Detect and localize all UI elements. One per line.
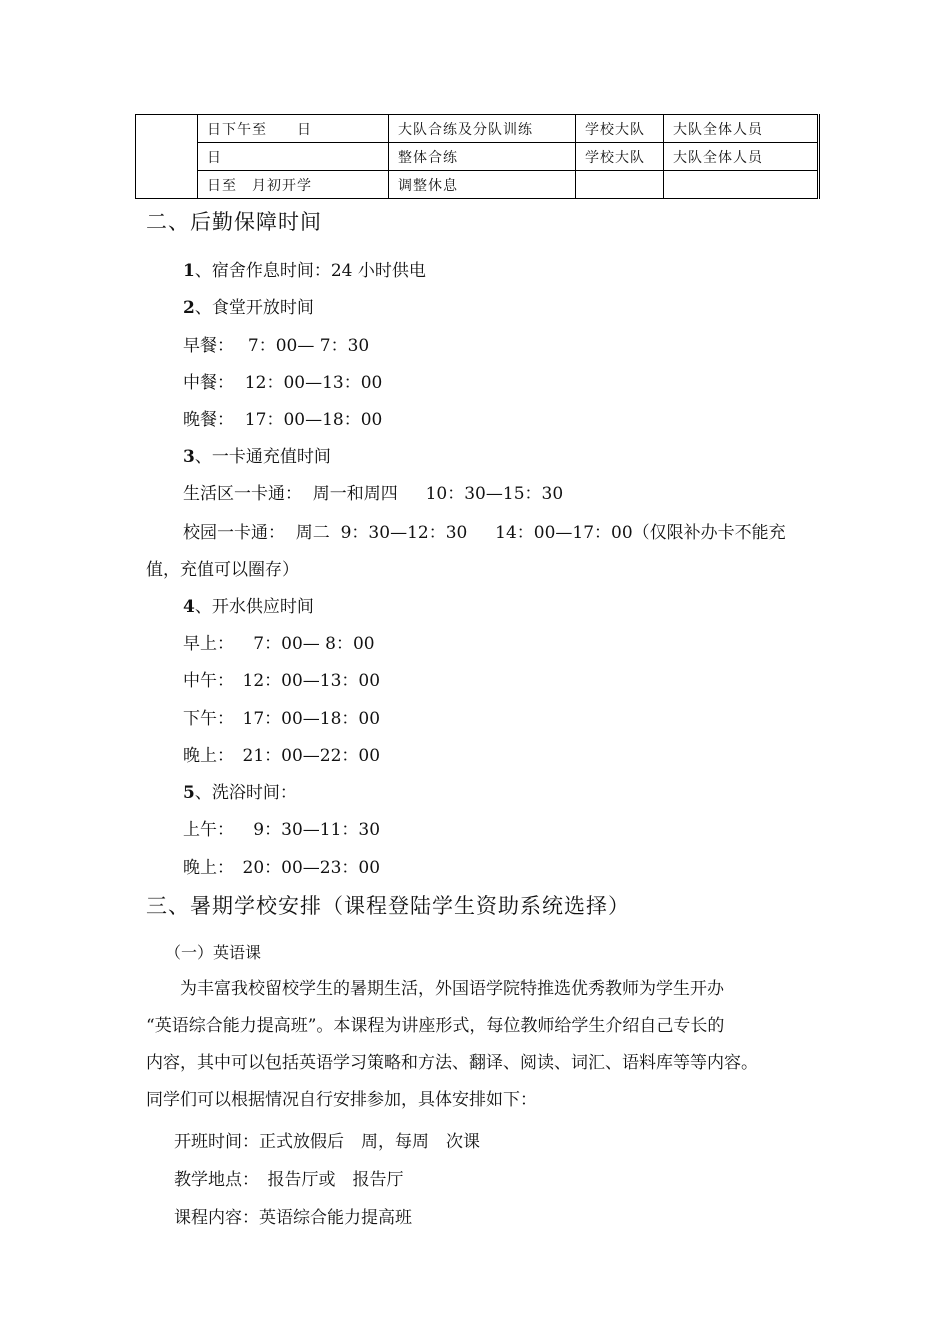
table-cell-activity: 大队合练及分队训练 (389, 115, 576, 143)
table-cell-activity: 整体合练 (389, 143, 576, 171)
table-cell-participants (664, 171, 819, 199)
item-number: 3 (183, 447, 195, 467)
item-text: 、宿舍作息时间：24 小时供电 (194, 261, 426, 281)
subsection-heading-english: （一）英语课 (165, 943, 262, 962)
english-course-paragraph (146, 971, 811, 1119)
class-start-time: 开班时间：正式放假后 周，每周 次课 (174, 1132, 480, 1152)
item-number: 2 (183, 298, 195, 318)
paragraph-line: 同学们可以根据情况自行安排参加，具体安排如下： (146, 1090, 537, 1110)
lunch-time: 中餐： 12：00—13：00 (183, 373, 383, 393)
item-number: 5 (183, 783, 195, 803)
bath-morning: 上午： 9：30—11：30 (183, 820, 381, 840)
paragraph-line: 内容，其中可以包括英语学习策略和方法、翻译、阅读、词汇、语料库等等内容。 (146, 1053, 758, 1073)
table-cell-date: 日下午至 日 (198, 115, 389, 143)
list-item (183, 293, 314, 318)
table-cell-activity: 调整休息 (389, 171, 576, 199)
campus-card-time-cont: 值，充值可以圈存） (146, 560, 299, 580)
item-number: 4 (183, 597, 195, 617)
class-location: 教学地点： 报告厅或 报告厅 (174, 1170, 404, 1190)
water-morning: 早上： 7：00— 8：00 (183, 634, 375, 654)
table-cell-unit (576, 171, 664, 199)
paragraph-line: “英语综合能力提高班”。本课程为讲座形式，每位教师给学生介绍自己专长的 (146, 1016, 725, 1036)
table-cell-unit: 学校大队 (576, 143, 664, 171)
table-row (136, 171, 819, 199)
item-number: 1 (183, 261, 195, 281)
item-text: 、一卡通充值时间 (194, 447, 331, 467)
table-cell-participants: 大队全体人员 (664, 143, 819, 171)
item-text: 、食堂开放时间 (194, 298, 314, 318)
section-heading-logistics: 二、后勤保障时间 (146, 210, 322, 234)
water-noon: 中午： 12：00—13：00 (183, 671, 381, 691)
list-item (183, 592, 314, 617)
water-evening: 晚上： 21：00—22：00 (183, 746, 381, 766)
campus-card-time: 校园一卡通： 周二 9：30—12：30 14：00—17：00（仅限补办卡不能充 (183, 523, 786, 543)
list-item (183, 442, 331, 467)
table-row (136, 143, 819, 171)
living-area-card-time: 生活区一卡通： 周一和周四 10：30—15：30 (183, 484, 564, 504)
breakfast-time: 早餐： 7：00— 7：30 (183, 336, 370, 356)
section-heading-summer-school: 三、暑期学校安排（课程登陆学生资助系统选择） (146, 894, 630, 918)
bath-evening: 晚上： 20：00—23：00 (183, 858, 381, 878)
list-item (183, 778, 297, 803)
list-item (183, 256, 426, 281)
table-row (136, 115, 819, 143)
table-cell-blank (136, 115, 198, 199)
table-cell-date: 日至 月初开学 (198, 171, 389, 199)
item-text: 、开水供应时间 (194, 597, 314, 617)
class-content: 课程内容：英语综合能力提高班 (174, 1208, 412, 1228)
table-cell-unit: 学校大队 (576, 115, 664, 143)
dinner-time: 晚餐： 17：00—18：00 (183, 410, 383, 430)
table-cell-participants: 大队全体人员 (664, 115, 819, 143)
paragraph-line: 为丰富我校留校学生的暑期生活，外国语学院特推选优秀教师为学生开办 (146, 979, 724, 999)
water-afternoon: 下午： 17：00—18：00 (183, 709, 381, 729)
schedule-table (135, 114, 820, 199)
item-text: 、洗浴时间： (194, 783, 297, 803)
table-cell-date: 日 (198, 143, 389, 171)
